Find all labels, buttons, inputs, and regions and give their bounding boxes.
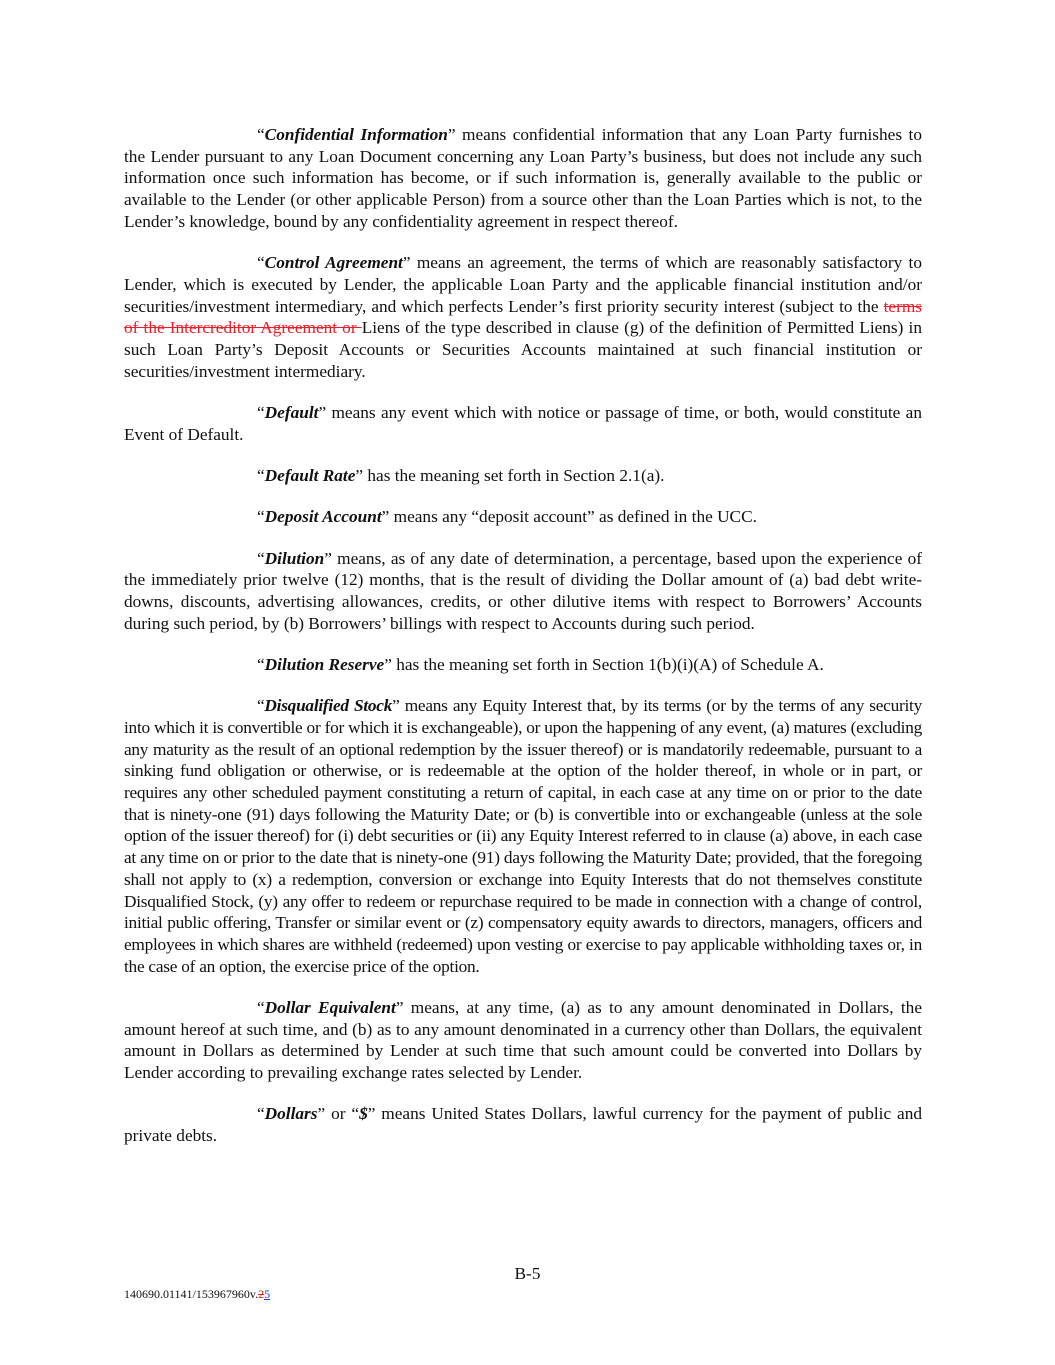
open-quote: “ <box>257 997 265 1017</box>
definition-text: ” means, at any time, (a) as to any amount denominated in Dollars, the amount hereof at such time, and (b) as to any amount denominated in a currency other than Dollars, the equivalent amount in Dollars as determined by Lender at such time that such amount could be converted into Dollars by Lender according to prevailing exchange rates selected by Lender. <box>124 997 922 1083</box>
document-id-footer <box>124 1287 270 1302</box>
defined-term: Dollar Equivalent <box>264 997 396 1017</box>
defined-term: Dilution <box>264 548 325 568</box>
definition-text: ” means any “deposit account” as defined in the UCC. <box>381 507 757 527</box>
definition-dollars <box>124 1103 922 1146</box>
open-quote: “ <box>257 1104 265 1124</box>
definition-confidential-information <box>124 124 922 233</box>
open-quote: “ <box>257 465 265 485</box>
document-id: 140690.01141/153967960v. <box>124 1287 259 1301</box>
definition-deposit-account <box>124 506 922 528</box>
definition-default <box>124 402 922 445</box>
definition-text: ” has the meaning set forth in Section 1(b)(i)(A) of Schedule A. <box>384 654 824 674</box>
definition-text: ” has the meaning set forth in Section 2.1(a). <box>355 465 665 485</box>
definition-dilution <box>124 548 922 635</box>
definition-default-rate <box>124 465 922 487</box>
definition-connector: ” or “ <box>317 1104 360 1124</box>
definition-text: ” means confidential information that any Loan Party furnishes to the Lender pursuant to any Loan Document concerning any Loan Party’s business, but does not include any such information once such information has become, or if such information is, generally available to the public or available to the Lender (or other applicable Person) from a source other than the Loan Parties which is not, to the Lender’s knowledge, bound by any confidentiality agreement in respect thereof. <box>124 125 923 231</box>
open-quote: “ <box>257 654 265 674</box>
definition-text: ” means, as of any date of determination, a percentage, based upon the experience of the immediately prior twelve (12) months, that is the result of dividing the Dollar amount of (a) bad debt write-downs, discounts, advertising allowances, credits, or other dilutive items with respect to Borrowers’ Accounts during such period, by (b) Borrowers’ billings with respect to Accounts during such period. <box>124 548 922 633</box>
defined-term: Dollars <box>264 1104 318 1124</box>
page-number: B-5 <box>514 1264 541 1283</box>
open-quote: “ <box>257 402 265 422</box>
definition-dollar-equivalent <box>124 997 922 1084</box>
definition-disqualified-stock <box>124 695 922 977</box>
defined-term: Control Agreement <box>264 253 403 273</box>
defined-term: Default <box>264 402 319 422</box>
defined-term: Disqualified Stock <box>264 696 393 716</box>
definition-text-continued: Liens of the type described in clause (g) of the definition of Permitted Liens) in such Loan Party’s Deposit Accounts or Securities Accounts maintained at such financial institution or securities/investment intermediary. <box>124 318 922 381</box>
defined-term: Dilution Reserve <box>264 654 385 674</box>
deleted-text-redline: terms of the Intercreditor Agreement or <box>124 296 922 338</box>
defined-term-symbol: $ <box>359 1104 368 1124</box>
defined-term: Confidential Information <box>264 125 448 144</box>
definition-text: ” means an agreement, the terms of which are reasonably satisfactory to Lender, which is executed by Lender, the applicable Loan Party and the applicable financial institution and/or securities/investment intermediary, and which perfects Lender’s first priority security interest (subject to the <box>124 253 922 316</box>
version-deleted: 2 <box>258 1287 265 1301</box>
definition-text: ” means any event which with notice or passage of time, or both, would constitute an Event of Default. <box>124 402 922 444</box>
document-page <box>124 124 922 1166</box>
version-inserted: 5 <box>264 1287 271 1301</box>
open-quote: “ <box>257 507 265 527</box>
open-quote: “ <box>257 696 265 716</box>
open-quote: “ <box>257 125 265 144</box>
definition-control-agreement <box>124 252 922 382</box>
defined-term: Deposit Account <box>264 507 382 527</box>
definition-text: ” means United States Dollars, lawful currency for the payment of public and private debts. <box>124 1104 922 1146</box>
definition-dilution-reserve <box>124 654 922 676</box>
defined-term: Default Rate <box>264 465 356 485</box>
definition-text: ” means any Equity Interest that, by its terms (or by the terms of any security into which it is convertible or for which it is exchangeable), or upon the happening of any event, (a) matures (excluding any maturity as the result of an optional redemption by the issuer thereof) or is mandatorily redeemable, pursuant to a sinking fund obligation or otherwise, or is redeemable at the option of the holder thereof, in whole or in part, or requires any other scheduled payment constituting a return of capital, in each case at any time on or prior to the date that is ninety-one (91) days following the Maturity Date; or (b) is convertible into or exchangeable (unless at the sole option of the issuer thereof) for (i) debt securities or (ii) any Equity Interest referred to in clause (a) above, in each case at any time on or prior to the date that is ninety-one (91) days following the Maturity Date; provided, that the foregoing shall not apply to (x) a redemption, conversion or exchange into Equity Interests that do not themselves constitute Disqualified Stock, (y) any offer to redeem or repurchase required to be made in connection with a change of control, initial public offering, Transfer or similar event or (z) compensatory equity awards to directors, managers, officers and employees in which shares are withheld (redeemed) upon vesting or exercise to pay applicable withholding taxes or, in the case of an option, the exercise price of the option. <box>124 696 922 976</box>
open-quote: “ <box>257 548 265 568</box>
open-quote: “ <box>257 253 265 273</box>
